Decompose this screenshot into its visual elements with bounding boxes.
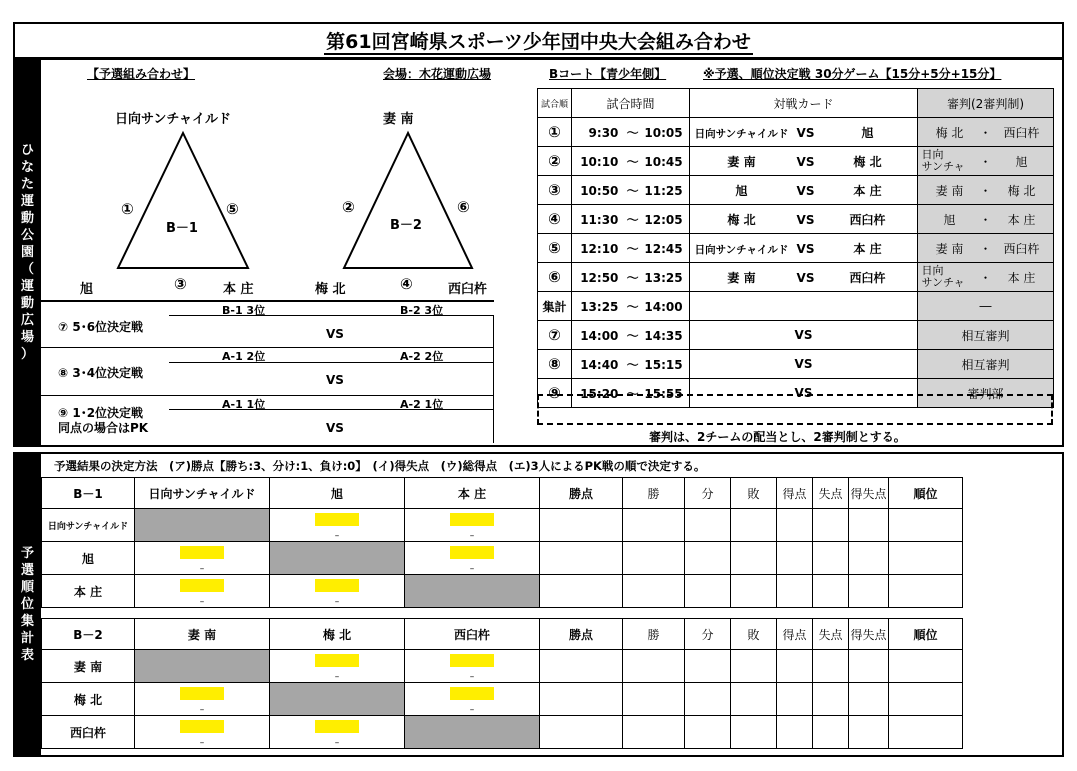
ref-dot: ・ [979,270,992,285]
score-cell[interactable] [405,542,540,575]
stat-cell[interactable] [889,650,963,683]
side-char: 運 [20,279,34,294]
stat-cell[interactable] [540,575,623,608]
ref-team-a-line2: サンチャ [921,160,965,173]
match-no: ④ [548,210,561,228]
ref-note: 審判は、2チームの配当とし、2審判制とする。 [649,430,906,444]
score-dash: – [469,564,475,574]
stat-column: 勝点 [568,486,593,501]
vs-label: VS [796,241,815,256]
stat-cell[interactable] [685,575,731,608]
away-team: 旭 [861,125,874,140]
start-time: 10:10 [580,154,619,169]
stat-cell[interactable] [540,683,623,716]
stat-cell[interactable] [849,575,889,608]
stat-column: 得失点 [850,486,887,501]
score-cell[interactable] [405,509,540,542]
score-input[interactable] [180,687,224,700]
stat-column: 勝点 [568,627,593,642]
away-team: 本 庄 [853,183,882,198]
header-card: 対戦カード [690,89,918,118]
group-label: B－1 [73,486,103,501]
placement-5-6-name: ⑦ 5･6位決定戦 [58,320,144,334]
column-team: 日向サンチャイルド [148,486,256,501]
stat-cell[interactable] [731,650,777,683]
schedule-row [538,176,1054,205]
score-input[interactable] [180,579,224,592]
header-ref: 審判(2審判制) [918,89,1054,118]
start-time: 12:10 [580,241,619,256]
column-team: 梅 北 [322,627,352,642]
side-char: 動 [20,296,34,311]
b2-label: B－2 [390,218,422,233]
standings-header-row [42,619,963,650]
schedule-row [538,118,1054,147]
side-char: 位 [20,597,34,612]
standings-row [42,575,963,608]
placement-5-6-left: B-1 3位 [222,304,266,317]
ref-dot: ・ [979,241,992,256]
b2-match-left: ② [342,198,355,216]
match-no: ⑥ [548,268,561,286]
end-time: 14:35 [644,328,683,343]
stat-cell[interactable] [540,716,623,749]
b1-top-team: 日向サンチャイルド [115,112,231,127]
tilde: ～ [626,125,639,140]
stat-cell[interactable] [623,509,685,542]
stat-column: 順位 [913,486,938,501]
ref-team-b: 本 庄 [1007,212,1036,227]
standings-row [42,650,963,683]
tilde: ～ [626,357,639,372]
schedule-table [537,88,1054,408]
end-time: 10:05 [644,125,683,140]
schedule-agg-row [538,292,1054,321]
side-char: 集 [20,614,34,629]
side-char: な [20,160,34,175]
score-input[interactable] [450,546,494,559]
stat-cell[interactable] [685,650,731,683]
stat-cell[interactable] [777,683,813,716]
header-time: 試合時間 [572,89,690,118]
home-team: 妻 南 [727,154,756,169]
column-team: 本 庄 [457,486,487,501]
stat-cell[interactable] [849,542,889,575]
bracket-triangles [0,0,540,300]
away-team: 西臼杵 [849,270,886,285]
tilde: ～ [626,241,639,256]
tilde: ～ [626,299,639,314]
stat-column: 失点 [818,486,843,501]
vs-label: VS [796,154,815,169]
triangle-b2 [344,133,472,268]
side-char: 表 [20,648,34,663]
game-note: ※予選、順位決定戦 30分ゲーム【15分+5分+15分】 [703,67,1002,81]
ref-dot: ・ [979,125,992,140]
column-team: 西臼杵 [453,627,490,642]
stat-cell[interactable] [849,716,889,749]
score-cell[interactable] [135,575,270,608]
side-char: 選 [20,563,34,578]
stat-column: 勝 [647,627,660,642]
prelim-label: 【予選組み合わせ】 [87,67,196,81]
placement-1-2-left: A-1 1位 [222,398,266,411]
score-cell[interactable] [135,542,270,575]
stat-cell[interactable] [889,542,963,575]
stat-cell[interactable] [849,650,889,683]
stat-cell[interactable] [623,716,685,749]
row-team: 旭 [81,551,94,566]
side-char: た [20,177,34,192]
b1-right-team: 本 庄 [223,282,254,297]
stat-cell[interactable] [540,542,623,575]
row-team: 梅 北 [73,692,103,707]
stat-cell[interactable] [731,542,777,575]
start-time: 13:25 [580,299,619,314]
ref-assignment: 相互審判 [961,357,1010,372]
schedule-final-row [538,350,1054,379]
score-input[interactable] [315,513,359,526]
stat-cell[interactable] [777,509,813,542]
placement-3-4-vs: VS [326,373,344,387]
score-input[interactable] [315,654,359,667]
placement-5-6-vs: VS [326,327,344,341]
start-time: 10:50 [580,183,619,198]
score-dash: – [199,564,205,574]
tilde: ～ [626,328,639,343]
stat-column: 敗 [747,486,760,501]
side-char: （ [20,262,34,277]
side-char: 公 [20,228,34,243]
ref-assignment: 審判部 [967,386,1004,401]
ref-team-b: 梅 北 [1007,183,1036,198]
standings-table-b2 [41,618,963,749]
rule-text: 予選結果の決定方法 (ア)勝点【勝ち:3、分け:1、負け:0】 (イ)得失点 (ウ)総得点 (エ)3人によるPK戦の順で決定する。 [54,459,706,473]
standings-table-b1 [41,477,963,608]
column-team: 旭 [330,486,343,501]
standings-row [42,509,963,542]
score-cell[interactable] [405,683,540,716]
match-no: ③ [548,181,561,199]
ref-team-a-line2: サンチャ [921,276,965,289]
vs-label: VS [796,183,815,198]
b2-top-team: 妻 南 [383,112,414,127]
side-char: 園 [20,245,34,260]
b1-left-team: 旭 [80,282,94,297]
home-team: 旭 [735,183,748,198]
page-title: 第61回宮崎県スポーツ少年団中央大会組み合わせ [326,31,751,53]
side-char: ひ [20,143,34,158]
schedule-row [538,234,1054,263]
end-time: 10:45 [644,154,683,169]
score-input[interactable] [180,720,224,733]
stat-cell[interactable] [623,575,685,608]
ref-team-b: 旭 [1015,154,1028,169]
ref-team-b: 西臼杵 [1003,241,1040,256]
schedule-row [538,263,1054,292]
start-time: 12:50 [580,270,619,285]
stat-cell[interactable] [777,542,813,575]
tilde: ～ [626,270,639,285]
stat-column: 得点 [782,627,807,642]
side-label-standings [14,453,41,756]
start-time: 14:00 [580,328,619,343]
end-time: 13:25 [644,270,683,285]
away-team: 本 庄 [853,241,882,256]
court-label: Bコート【青少年側】 [549,67,667,81]
schedule-row [538,205,1054,234]
tilde: ～ [626,386,639,401]
vs-label: VS [796,270,815,285]
self-match-cell [405,716,540,749]
home-team: 日向サンチャイルド [694,127,789,140]
score-input[interactable] [450,654,494,667]
ref-team-a: 梅 北 [935,125,964,140]
agg-label: 集計 [542,299,567,314]
side-char: 計 [20,631,34,646]
stat-cell[interactable] [889,716,963,749]
b2-left-team: 梅 北 [315,282,346,297]
start-time: 9:30 [588,125,619,140]
standings-row [42,716,963,749]
score-input[interactable] [450,513,494,526]
start-time: 11:30 [580,212,619,227]
stat-cell[interactable] [889,683,963,716]
row-team: 妻 南 [73,659,103,674]
score-input[interactable] [450,687,494,700]
stat-cell[interactable] [889,509,963,542]
b1-match-left: ① [121,200,134,218]
schedule-final-row [538,321,1054,350]
tilde: ～ [626,183,639,198]
stat-column: 得失点 [850,627,887,642]
final-dashed-border [537,394,1053,425]
venue-label: 会場：木花運動広場 [383,67,492,81]
stat-cell[interactable] [777,575,813,608]
score-dash: – [334,531,340,541]
match-no: ⑧ [548,355,561,373]
vs-label: VS [794,386,813,400]
stat-cell[interactable] [731,716,777,749]
side-char: 場 [20,330,34,345]
score-input[interactable] [315,579,359,592]
placement-3-4-name: ⑧ 3･4位決定戦 [58,366,144,380]
stat-cell[interactable] [813,509,849,542]
placement-3-4-right: A-2 2位 [400,350,444,363]
stat-cell[interactable] [813,683,849,716]
score-dash: – [199,705,205,715]
stat-column: 分 [701,486,714,501]
self-match-cell [270,542,405,575]
score-cell[interactable] [270,650,405,683]
score-dash: – [199,597,205,607]
b2-match-bottom: ④ [400,275,413,293]
vs-label: VS [794,328,813,342]
placement-3-4-left: A-1 2位 [222,350,266,363]
placement-1-2-right: A-2 1位 [400,398,444,411]
row-team: 西臼杵 [69,725,106,740]
placement-5-6-right: B-2 3位 [400,304,444,317]
self-match-cell [270,683,405,716]
match-no: ① [548,123,561,141]
header-no: 試合順 [538,89,572,118]
side-char: 動 [20,211,34,226]
stat-cell[interactable] [813,650,849,683]
home-team: 梅 北 [727,212,756,227]
ref-team-a: 妻 南 [935,183,964,198]
start-time: 15:20 [580,386,619,401]
placement-1-2-name: ⑨ 1･2位決定戦 [58,406,144,420]
score-dash: – [334,597,340,607]
score-dash: – [334,672,340,682]
standings-row [42,683,963,716]
ref-dot: ・ [979,183,992,198]
ref-team-a: 日向 [921,264,944,277]
b2-right-team: 西臼杵 [448,282,488,297]
ref-team-b: 本 庄 [1007,270,1036,285]
stat-cell[interactable] [849,509,889,542]
self-match-cell [405,575,540,608]
stat-cell[interactable] [623,683,685,716]
placement-1-2-pk-note: 同点の場合はPK [58,421,149,435]
ref-team-a: 日向 [921,148,944,161]
stat-column: 順位 [913,627,938,642]
stat-cell[interactable] [849,683,889,716]
vs-label: VS [796,212,815,227]
tilde: ～ [626,212,639,227]
match-no: ⑨ [548,384,561,402]
stat-cell[interactable] [813,575,849,608]
stat-column: 敗 [747,627,760,642]
score-dash: – [199,738,205,748]
match-no: ⑦ [548,326,561,344]
stat-cell[interactable] [540,509,623,542]
stat-cell[interactable] [623,650,685,683]
b1-match-right: ⑤ [226,200,239,218]
score-cell[interactable] [135,716,270,749]
end-time: 11:25 [644,183,683,198]
score-input[interactable] [180,546,224,559]
ref-team-a: 妻 南 [935,241,964,256]
schedule-row [538,147,1054,176]
ref-dot: ・ [979,212,992,227]
score-dash: – [469,705,475,715]
end-time: 15:55 [644,386,683,401]
b1-match-bottom: ③ [174,275,187,293]
away-team: 梅 北 [853,154,882,169]
standings-header-row [42,478,963,509]
score-dash: – [469,531,475,541]
stat-cell[interactable] [813,716,849,749]
side-char: 広 [20,313,34,328]
stat-cell[interactable] [777,650,813,683]
home-team: 日向サンチャイルド [694,243,789,256]
score-cell[interactable] [135,683,270,716]
end-time: 14:00 [644,299,683,314]
side-char: 運 [20,194,34,209]
standings-row [42,542,963,575]
side-char: 予 [20,546,34,561]
score-dash: – [469,672,475,682]
schedule-header-row [538,89,1054,118]
score-cell[interactable] [405,650,540,683]
home-team: 妻 南 [727,270,756,285]
start-time: 14:40 [580,357,619,372]
row-team: 日向サンチャイルド [47,522,129,532]
score-input[interactable] [315,720,359,733]
score-dash: – [334,738,340,748]
column-team: 妻 南 [187,627,217,642]
stat-cell[interactable] [813,542,849,575]
group-label: B－2 [73,627,103,642]
stat-cell[interactable] [731,509,777,542]
away-team: 西臼杵 [849,212,886,227]
stat-column: 勝 [647,486,660,501]
stat-cell[interactable] [731,683,777,716]
stat-cell[interactable] [685,542,731,575]
stat-cell[interactable] [731,575,777,608]
self-match-cell [135,650,270,683]
side-char: ） [20,347,34,362]
row-team: 本 庄 [73,584,103,599]
stat-column: 分 [701,627,714,642]
stat-cell[interactable] [889,575,963,608]
score-cell[interactable] [270,716,405,749]
end-time: 12:05 [644,212,683,227]
self-match-cell [135,509,270,542]
placement-1-2-vs: VS [326,421,344,435]
stat-column: 失点 [818,627,843,642]
vs-label: VS [794,357,813,371]
score-cell[interactable] [270,575,405,608]
end-time: 12:45 [644,241,683,256]
end-time: 15:15 [644,357,683,372]
match-no: ⑤ [548,239,561,257]
tilde: ～ [626,154,639,169]
side-char: 順 [20,580,34,595]
b1-label: B－1 [166,221,198,236]
stat-cell[interactable] [623,542,685,575]
stat-cell[interactable] [685,509,731,542]
vs-label: VS [796,125,815,140]
match-no: ② [548,152,561,170]
stat-column: 得点 [782,486,807,501]
stat-cell[interactable] [540,650,623,683]
ref-team-b: 西臼杵 [1003,125,1040,140]
ref-assignment: 相互審判 [961,328,1010,343]
ref-dot: ・ [979,154,992,169]
score-cell[interactable] [270,509,405,542]
b2-match-right: ⑥ [457,198,470,216]
ref-team-a: 旭 [943,212,956,227]
stat-cell[interactable] [777,716,813,749]
agg-ref: ― [979,299,992,313]
stat-cell[interactable] [685,716,731,749]
stat-cell[interactable] [685,683,731,716]
